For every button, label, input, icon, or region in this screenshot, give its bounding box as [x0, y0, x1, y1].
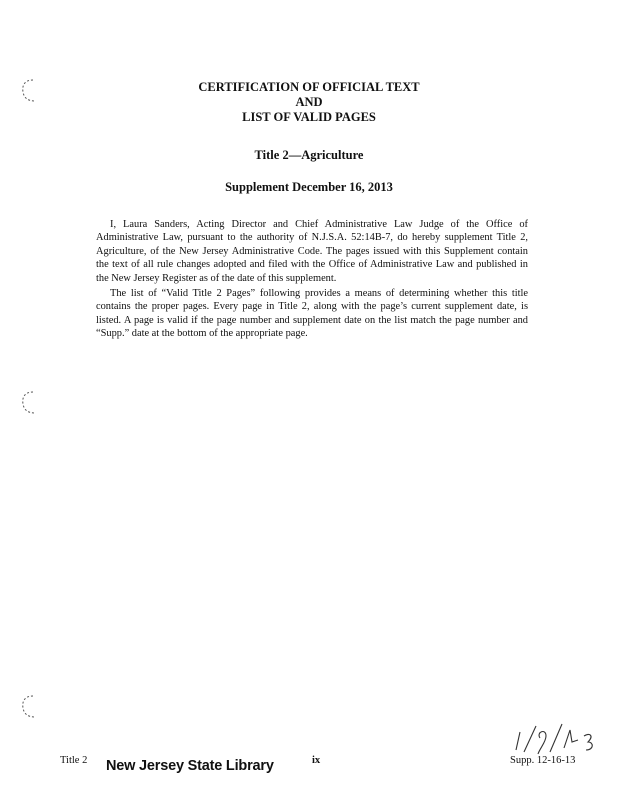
certification-paragraph: I, Laura Sanders, Acting Director and Chief Administrative Law Judge of the Office of Administrative Law, pursuant to the authority of N.J.S.A. 52:14B-7, do hereby supplement Title 2, Agriculture, of the New Jersey Administrative Code. The pages issued with this Supplement contain the text of all rule changes adopted and filed with the Office of Administrative Law and published in the New Jersey Register as of the date of this supplement. [96, 219, 528, 284]
punch-hole-mark-middle [20, 390, 38, 416]
valid-pages-paragraph: The list of “Valid Title 2 Pages” following provides a means of determining whether this title contains the proper pages. Every page in Title 2, along with the page’s current supplement date, is listed. A page is valid if the page number and supplement date on the list match the page number and “Supp.” date at the bottom of the appropriate page. [96, 288, 528, 340]
title-heading: Title 2—Agriculture [254, 148, 364, 162]
supplement-date-heading: Supplement December 16, 2013 [225, 180, 393, 194]
valid-pages-heading: LIST OF VALID PAGES [242, 110, 376, 124]
heading-and: AND [295, 95, 323, 109]
footer-title: Title 2 [60, 755, 88, 766]
punch-hole-mark-bottom [20, 694, 38, 720]
footer-supplement-date: Supp. 12-16-13 [510, 755, 576, 766]
handwritten-date-mark [508, 718, 608, 758]
certification-heading: CERTIFICATION OF OFFICIAL TEXT [198, 80, 420, 94]
page-number: ix [312, 755, 321, 766]
library-stamp: New Jersey State Library [106, 758, 274, 774]
